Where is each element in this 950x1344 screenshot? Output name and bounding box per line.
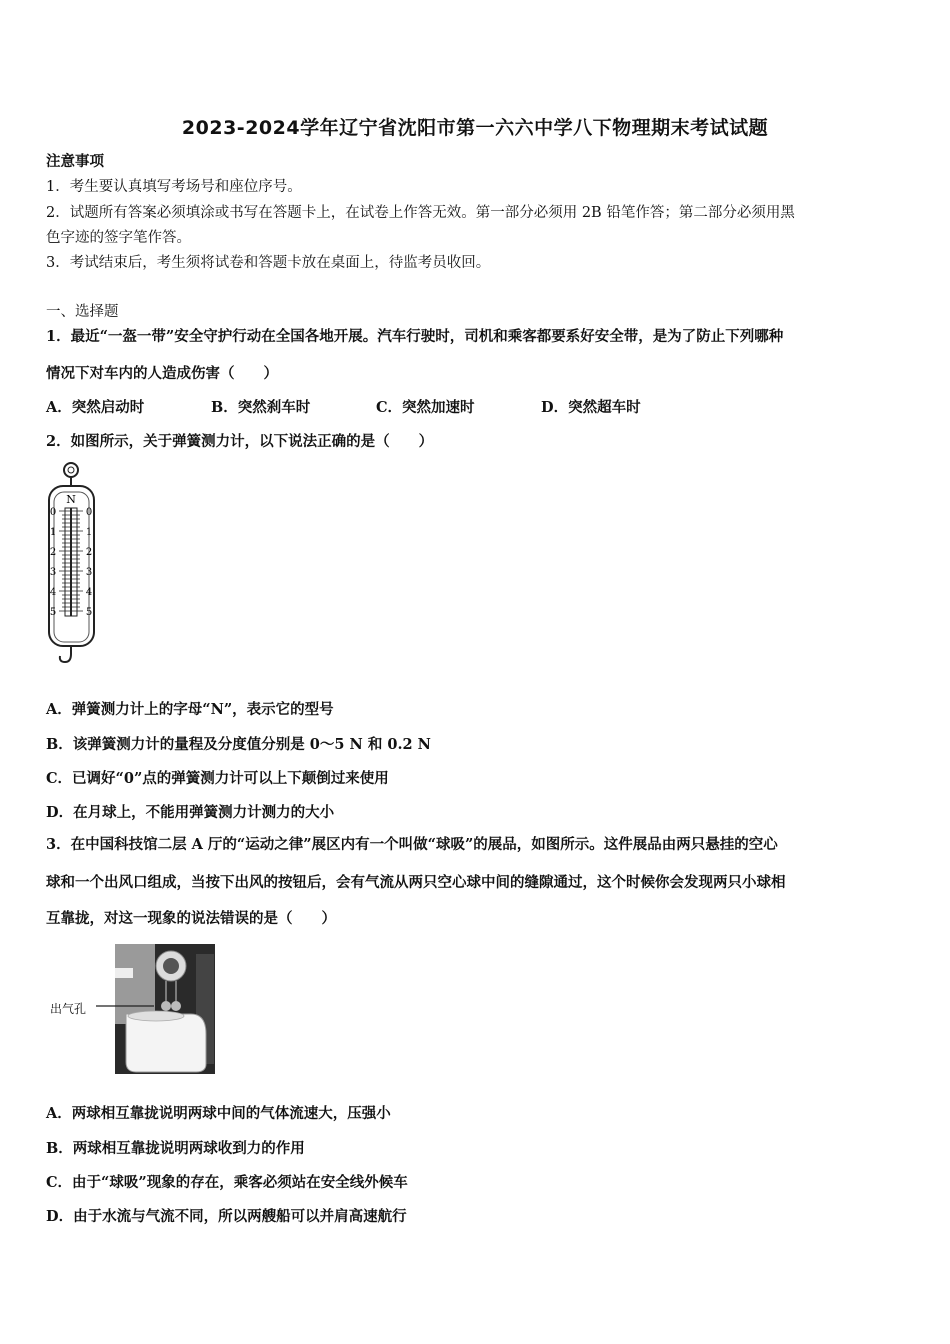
q3-stem-cont: 球和一个出风口组成，当按下出风的按钮后，会有气流从两只空心球中间的缝隙通过，这个时候你会发现两只小球相 bbox=[46, 874, 786, 891]
option-a: A．突然启动时 bbox=[46, 399, 145, 416]
q3-option-b: B．两球相互靠拢说明两球收到力的作用 bbox=[46, 1140, 305, 1157]
scale-label-left: 3 bbox=[49, 567, 57, 578]
q2-option-b: B．该弹簧测力计的量程及分度值分别是 0～5 N 和 0.2 N bbox=[46, 736, 431, 753]
notice-item: 2．试题所有答案必须填涂或书写在答题卡上，在试卷上作答无效。第一部分必须用 2B 铅笔作答；第二部分必须用黑 bbox=[46, 205, 795, 221]
scale-label-left: 1 bbox=[49, 527, 57, 538]
q3-stem: 3．在中国科技馆二层 A 厅的“运动之律”展区内有一个叫做“球吸”的展品，如图所示。这件展品由两只悬挂的空心 bbox=[46, 836, 778, 853]
q3-option-d: D．由于水流与气流不同，所以两艘船可以并肩高速航行 bbox=[46, 1208, 407, 1225]
unit-label: N bbox=[66, 493, 76, 506]
option-d: D．突然超车时 bbox=[541, 399, 641, 416]
scale-label-left: 2 bbox=[49, 547, 57, 558]
scale-label-right: 3 bbox=[85, 567, 93, 578]
scale-label-right: 5 bbox=[85, 607, 93, 618]
scale-label-right: 2 bbox=[85, 547, 93, 558]
outlet-label: 出气孔 bbox=[50, 1002, 87, 1016]
section-heading: 一、选择题 bbox=[46, 304, 119, 320]
scale-label-right: 4 bbox=[85, 587, 93, 598]
scale-label-left: 5 bbox=[49, 607, 57, 618]
q1-stem: 1．最近“一盔一带”安全守护行动在全国各地开展。汽车行驶时，司机和乘客都要系好安全带，是为了防止下列哪种 bbox=[46, 328, 784, 345]
scale-label-left: 4 bbox=[49, 587, 57, 598]
q2-option-c: C．已调好“0”点的弹簧测力计可以上下颠倒过来使用 bbox=[46, 770, 389, 787]
notice-heading: 注意事项 bbox=[46, 153, 104, 170]
scale-label-right: 1 bbox=[85, 527, 93, 538]
option-c: C．突然加速时 bbox=[376, 399, 475, 416]
option-b: B．突然刹车时 bbox=[211, 399, 311, 416]
q1-options bbox=[46, 396, 746, 417]
scale-label-right: 0 bbox=[85, 507, 93, 518]
page-title: 2023-2024学年辽宁省沈阳市第一六六中学八下物理期末考试试题 bbox=[181, 117, 769, 139]
q1-stem-cont: 情况下对车内的人造成伤害（ ） bbox=[46, 365, 278, 382]
q2-option-d: D．在月球上，不能用弹簧测力计测力的大小 bbox=[46, 804, 335, 821]
notice-item: 色字迹的签字笔作答。 bbox=[46, 230, 191, 246]
q2-stem: 2．如图所示，关于弹簧测力计，以下说法正确的是（ ） bbox=[46, 433, 434, 450]
q3-stem-cont: 互靠拢，对这一现象的说法错误的是（ ） bbox=[46, 910, 336, 927]
q2-option-a: A．弹簧测力计上的字母“N”，表示它的型号 bbox=[46, 701, 334, 718]
q3-option-a: A．两球相互靠拢说明两球中间的气体流速大，压强小 bbox=[46, 1105, 391, 1122]
notice-item: 3．考试结束后，考生须将试卷和答题卡放在桌面上，待监考员收回。 bbox=[46, 255, 491, 271]
q3-option-c: C．由于“球吸”现象的存在，乘客必须站在安全线外候车 bbox=[46, 1174, 408, 1191]
spring-scale-figure bbox=[44, 460, 104, 665]
notice-item: 1．考生要认真填写考场号和座位序号。 bbox=[46, 179, 302, 195]
scale-label-left: 0 bbox=[49, 507, 57, 518]
ball-suction-photo bbox=[96, 944, 216, 1076]
